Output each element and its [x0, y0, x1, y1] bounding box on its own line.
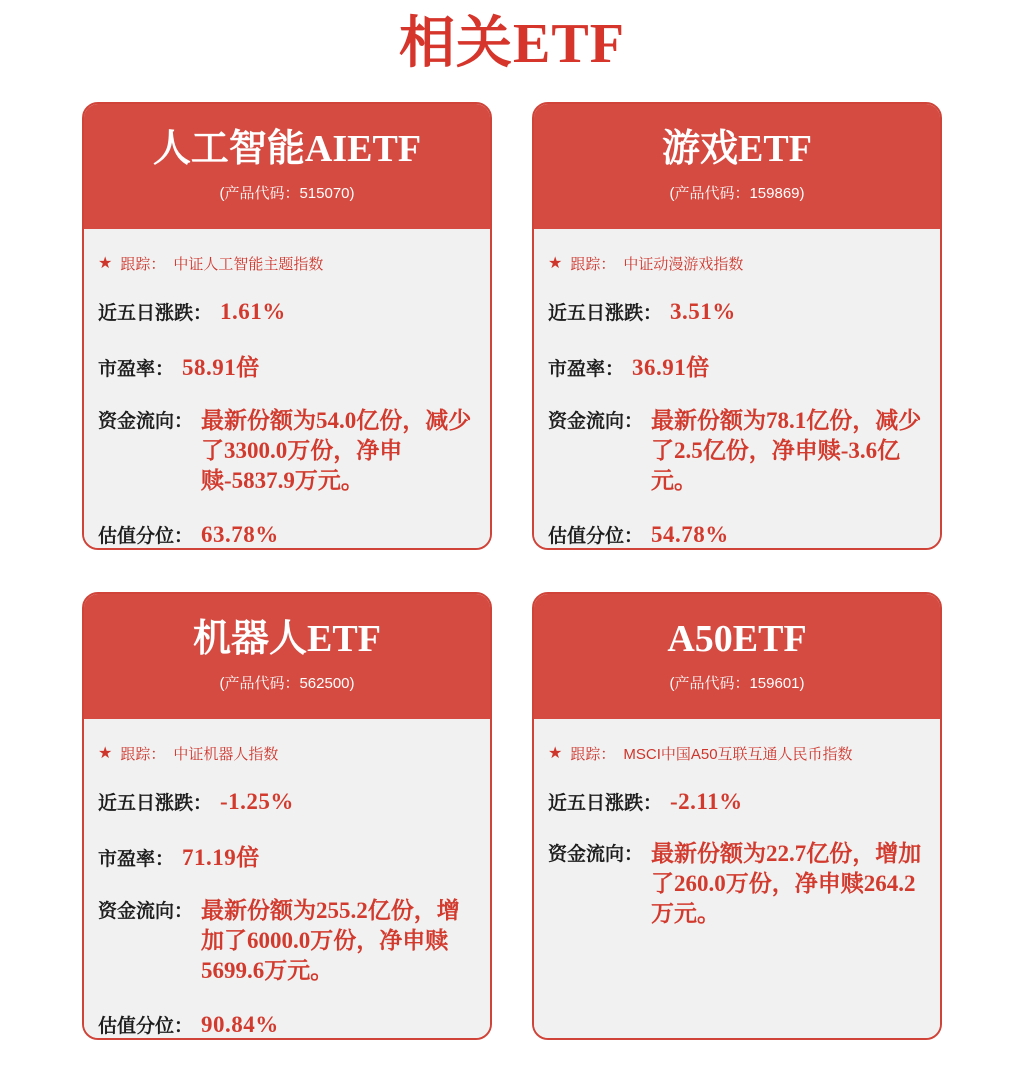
- track-index-row: [98, 743, 472, 764]
- five-day-value: 1.61%: [220, 298, 286, 324]
- flow-value: 最新份额为54.0亿份，减少了3300.0万份，净申赎-5837.9万元。: [201, 407, 472, 494]
- card-header: [534, 594, 940, 719]
- etf-card-grid: [0, 102, 1024, 1040]
- pe-ratio-row: [548, 349, 922, 382]
- etf-title: A50ETF: [667, 617, 807, 660]
- track-label: 跟踪：: [570, 255, 616, 273]
- etf-product-code: (产品代码：159601): [669, 675, 805, 693]
- flow-value: 最新份额为22.7亿份，增加了260.0万份，净申赎264.2万元。: [651, 840, 922, 927]
- flow-value: 最新份额为255.2亿份，增加了6000.0万份，净申赎5699.6万元。: [201, 897, 460, 984]
- track-index-name: 中证人工智能主题指数: [173, 255, 324, 273]
- etf-product-code: (产品代码：515070): [219, 185, 355, 203]
- card-header: [84, 104, 490, 229]
- track-index-name: 中证机器人指数: [173, 745, 279, 763]
- five-day-label: 近五日涨跌：: [548, 792, 663, 814]
- flow-label: 资金流向：: [98, 410, 194, 432]
- five-day-label: 近五日涨跌：: [98, 792, 213, 814]
- etf-card-aietf: [82, 102, 492, 550]
- etf-title: 机器人ETF: [193, 617, 381, 660]
- card-header: [534, 104, 940, 229]
- card-body: [534, 719, 940, 1038]
- fund-flow-row: [548, 839, 922, 930]
- five-day-value: -2.11%: [670, 788, 743, 814]
- pe-ratio-row: [98, 839, 472, 872]
- track-label: 跟踪：: [120, 255, 166, 273]
- star-icon: ★: [98, 745, 113, 763]
- etf-title: 游戏ETF: [662, 127, 812, 170]
- track-index-row: [548, 743, 922, 764]
- fund-flow-row: [548, 406, 922, 497]
- etf-product-code: (产品代码：562500): [219, 675, 355, 693]
- valuation-label: 估值分位：: [98, 525, 194, 547]
- valuation-label: 估值分位：: [98, 1015, 194, 1037]
- pe-value: 36.91倍: [632, 354, 710, 380]
- track-index-name: 中证动漫游戏指数: [623, 255, 744, 273]
- valuation-label: 估值分位：: [548, 525, 644, 547]
- five-day-label: 近五日涨跌：: [98, 302, 213, 324]
- valuation-row: [98, 521, 472, 548]
- valuation-value: 54.78%: [651, 521, 729, 547]
- five-day-change-row: [548, 298, 922, 325]
- flow-label: 资金流向：: [548, 410, 644, 432]
- track-index-row: [98, 253, 472, 274]
- star-icon: ★: [98, 255, 113, 273]
- pe-label: 市盈率：: [98, 358, 175, 380]
- card-header: [84, 594, 490, 719]
- valuation-value: 63.78%: [201, 521, 279, 547]
- valuation-row: [98, 1011, 472, 1038]
- card-body: [84, 229, 490, 550]
- valuation-value: 90.84%: [201, 1011, 279, 1037]
- track-label: 跟踪：: [120, 745, 166, 763]
- flow-value: 最新份额为78.1亿份，减少了2.5亿份，净申赎-3.6亿元。: [651, 407, 922, 494]
- valuation-row: [548, 521, 922, 548]
- etf-product-code: (产品代码：159869): [669, 185, 805, 203]
- track-label: 跟踪：: [570, 745, 616, 763]
- etf-card-a50: [532, 592, 942, 1040]
- pe-label: 市盈率：: [548, 358, 625, 380]
- pe-value: 58.91倍: [182, 354, 260, 380]
- etf-card-game: [532, 102, 942, 550]
- flow-label: 资金流向：: [548, 843, 644, 865]
- page-title: 相关ETF: [399, 13, 625, 75]
- fund-flow-row: [98, 896, 472, 987]
- five-day-change-row: [98, 298, 472, 325]
- five-day-value: -1.25%: [220, 788, 294, 814]
- etf-title: 人工智能AIETF: [152, 127, 422, 170]
- pe-value: 71.19倍: [182, 844, 260, 870]
- star-icon: ★: [548, 745, 563, 763]
- five-day-change-row: [98, 788, 472, 815]
- five-day-change-row: [548, 788, 922, 815]
- card-body: [84, 719, 490, 1040]
- five-day-value: 3.51%: [670, 298, 736, 324]
- card-body: [534, 229, 940, 550]
- flow-label: 资金流向：: [98, 900, 194, 922]
- pe-ratio-row: [98, 349, 472, 382]
- etf-card-robot: [82, 592, 492, 1040]
- track-index-name: MSCI中国A50互联互通人民币指数: [623, 745, 853, 763]
- track-index-row: [548, 253, 922, 274]
- fund-flow-row: [98, 406, 472, 497]
- pe-label: 市盈率：: [98, 848, 175, 870]
- five-day-label: 近五日涨跌：: [548, 302, 663, 324]
- star-icon: ★: [548, 255, 563, 273]
